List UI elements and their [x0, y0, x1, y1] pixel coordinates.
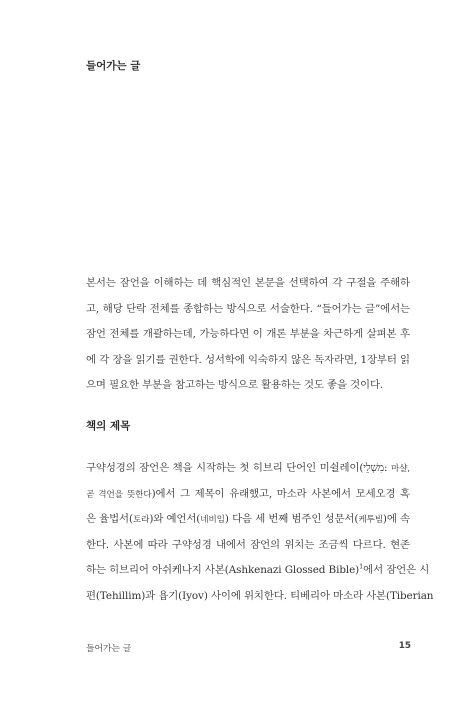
title-line-6: 편(Tehillim)과 욥기(Iyov) 사이에 위치한다. 티베리아 마소라 사본(Tiberian [86, 589, 434, 602]
term-torah: 토라 [132, 515, 150, 525]
footnote-marker[interactable]: 1 [359, 562, 364, 571]
page-number: 15 [398, 641, 411, 651]
running-title: 들어가는 글 [86, 644, 132, 654]
text-run: 구약성경의 잠언은 책을 시작하는 첫 히브리 단어인 미쉴레이( [86, 462, 364, 474]
text-run: 하는 히브리어 아쉬케나지 사본(Ashkenazi Glossed Bible) [86, 564, 360, 576]
gloss-text: 마샬, [390, 464, 410, 474]
text-run: ) 다음 세 번째 범주인 성문서( [224, 513, 359, 525]
intro-line: 본서는 잠언을 이해하는 데 핵심적인 본문을 선택하여 각 구절을 주해하 [86, 277, 410, 289]
text-run: 에서 잠언은 시 [363, 564, 430, 576]
intro-line: 에 각 장을 읽기를 권한다. 성서학에 익숙하지 않은 독자라면, 1장부터 읽 [86, 353, 410, 366]
title-paragraph [86, 456, 434, 609]
title-line-1 [86, 456, 410, 482]
text-run: )에서 그 제목이 유래했고, 마소라 사본에서 모세오경 혹 [151, 487, 410, 500]
intro-paragraph [86, 271, 410, 399]
text-run: )에 속 [382, 513, 410, 525]
title-line-5 [86, 558, 430, 584]
term-neviim: 네비임 [200, 515, 225, 525]
intro-line: 고, 해당 단락 전체를 종합하는 방식으로 서술한다. “들어가는 글”에서는 [86, 302, 410, 315]
text-run: 은 율법서( [86, 513, 133, 525]
title-line-4: 한다. 사본에 따라 구약성경 내에서 잠언의 위치는 조금씩 다르다. 현존 [86, 538, 410, 551]
text-run: : [383, 462, 391, 474]
intro-line: 잠언 전체를 개괄하는데, 가능하다면 이 개론 부분을 차근하게 살펴본 후 [86, 328, 410, 340]
title-line-2 [86, 482, 410, 508]
text-run: )와 예언서( [149, 513, 201, 525]
title-line-3 [86, 507, 410, 533]
section-heading-book-title: 책의 제목 [86, 420, 131, 432]
term-ketuvim: 케투빔 [358, 515, 383, 525]
section-heading-intro: 들어가는 글 [86, 60, 141, 72]
gloss-text: 곧 격언을 뜻한다 [86, 489, 152, 500]
hebrew-word: מִשְׁלֵי [363, 462, 384, 474]
intro-line: 으며 필요한 부분을 참고하는 방식으로 활용하는 것도 좋을 것이다. [86, 379, 384, 391]
